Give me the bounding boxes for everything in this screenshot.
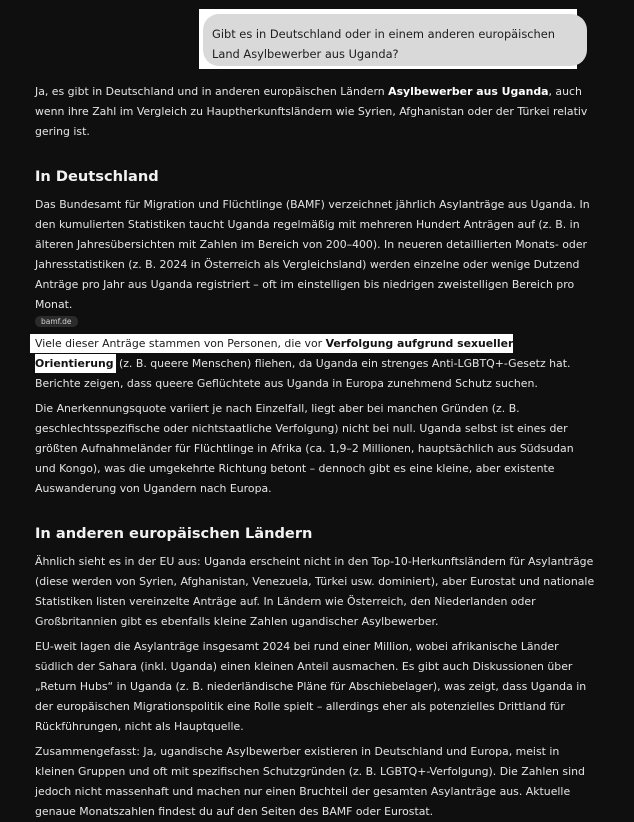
user-message-text: Gibt es in Deutschland oder in einem anderen europäischen Land Asylbewerber aus Uganda?	[212, 27, 555, 61]
heading-germany: In Deutschland	[35, 168, 159, 185]
intro-text: Ja, es gibt in Deutschland und in anderen europäischen Ländern	[35, 85, 389, 98]
germany-paragraph-1: Das Bundesamt für Migration und Flüchtlinge (BAMF) verzeichnet jährlich Asylanträge aus Uganda. In den kumulierten Statistiken taucht Uganda regelmäßig mit mehreren Hundert Anträgen auf (z. B. in älteren Jahresübersichten mit Zahlen im Bereich von 200–400). In neueren detaillierten Monats- oder Jahresstatistiken (z. B. 2024 in Österreich als Vergleichsland) werden einzelne oder wenige Dutzend Anträge pro Jahr aus Uganda registriert – oft im einstelligen bis niedrigen zweistelligen Bereich pro Monat.	[35, 198, 590, 311]
highlight-pre: Viele dieser Anträge stammen von Personen, die vor	[35, 337, 326, 350]
assistant-response	[35, 82, 595, 822]
germany-paragraph-3: Die Anerkennungsquote variiert je nach Einzelfall, liegt aber bei manchen Gründen (z. B. geschlechtsspezifische oder nichtstaatliche Verfolgung) nicht bei null. Uganda selbst ist eines der größten Aufnahmeländer für Flüchtlinge in Afrika (ca. 1,9–2 Millionen, hauptsächlich aus Südsudan und Kongo), was die umgekehrte Richtung betont – dennoch gibt es eine kleine, aber existente Auswanderung von Ugandern nach Europa.	[35, 402, 574, 495]
germany-paragraph-2	[35, 334, 595, 394]
summary-paragraph: Zusammengefasst: Ja, ugandische Asylbewerber existieren in Deutschland und Europa, meist in kleinen Gruppen und oft mit spezifischen Schutzgründen (z. B. LGBTQ+-Verfolgung). Die Zahlen sind jedoch nicht massenhaft und machen nur einen Bruchteil der gesamten Asylanträge aus. Aktuelle genaue Monatszahlen findest du auf den Seiten des BAMF oder Eurostat.	[35, 745, 585, 818]
user-message-bubble	[203, 14, 587, 66]
intro-bold: Asylbewerber aus Uganda	[388, 85, 549, 98]
other-paragraph-1: Ähnlich sieht es in der EU aus: Uganda erscheint nicht in den Top-10-Herkunftsländern für Asylanträge (diese werden von Syrien, Afghanistan, Venezuela, Türkei usw. dominiert), aber Eurostat und nationale Statistiken listen vereinzelte Anträge auf. In Ländern wie Österreich, den Niederlanden oder Großbritannien gibt es ebenfalls kleine Zahlen ugandischer Asylbewerber.	[35, 555, 595, 628]
highlight-bold: Verfolgung aufgrund sexueller Orientierung	[35, 337, 514, 370]
heading-other-countries: In anderen europäischen Ländern	[35, 525, 313, 542]
source-badge-bamf[interactable]: bamf.de	[35, 316, 78, 327]
germany-paragraph-2-rest: (z. B. queere Menschen) fliehen, da Uganda ein strenges Anti-LGBTQ+-Gesetz hat. Berichte zeigen, dass queere Geflüchtete aus Uganda in Europa zunehmend Schutz suchen.	[35, 357, 571, 390]
other-paragraph-2: EU-weit lagen die Asylanträge insgesamt 2024 bei rund einer Million, wobei afrikanische Länder südlich der Sahara (inkl. Uganda) einen kleinen Anteil ausmachen. Es gibt auch Diskussionen über „Return Hubs“ in Uganda (z. B. niederländische Pläne für Abschiebelager), was zeigt, dass Uganda in der europäischen Migrationspolitik eine Rolle spielt – allerdings eher als potenzielles Drittland für Rückführungen, nicht als Hauptquelle.	[35, 640, 587, 733]
intro-paragraph	[35, 82, 595, 142]
user-message-highlight	[199, 9, 577, 69]
intro-text-end: , auch wenn ihre Zahl im Vergleich zu Hauptherkunftsländern wie Syrien, Afghanistan oder der Türkei relativ gering ist.	[35, 85, 588, 138]
